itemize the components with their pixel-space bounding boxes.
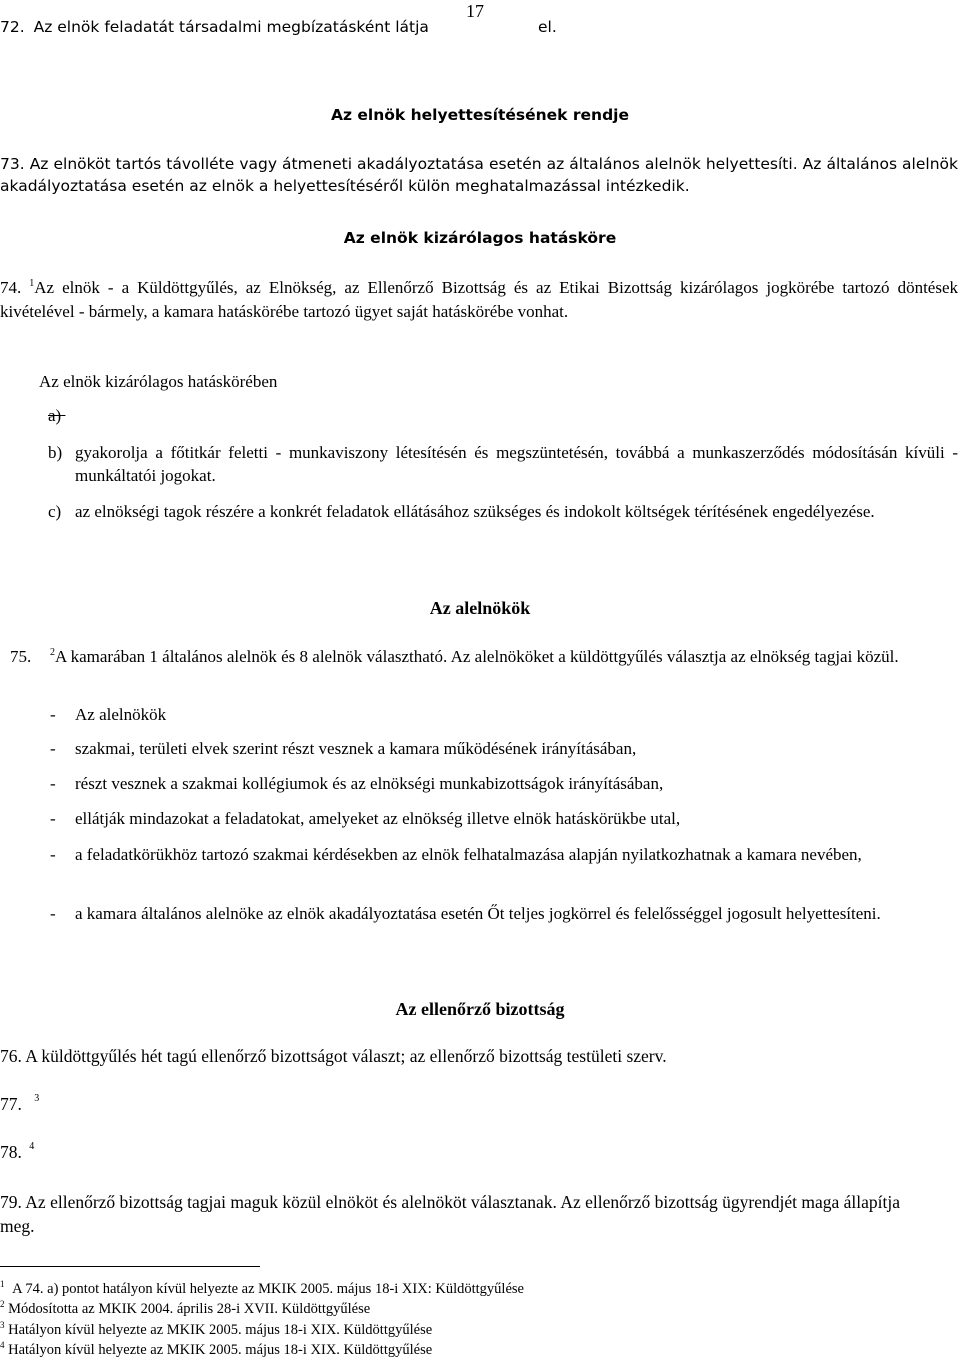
paragraph-79 <box>0 1190 900 1238</box>
list-item-a <box>48 405 65 427</box>
footnote-number: 4 <box>0 1340 5 1350</box>
dash-item-text: Az alelnökök <box>75 705 167 724</box>
list-item-text: gyakorolja a főtitkár feletti - munkaviszony létesítésén és megszüntetésén, továbbá a munkaszerződés módosításán kívüli - munkáltatói jogokat. <box>75 443 958 485</box>
paragraph-number: 79. <box>0 1192 22 1212</box>
page-number: 17 <box>466 1 484 21</box>
paragraph-text: Az elnököt tartós távolléte vagy átmeneti akadályoztatása esetén az általános alelnök helyettesíti. Az általános alelnök akadályoztatása esetén az elnök a helyettesítéséről külön meghatalmazással intézkedik. <box>0 155 958 195</box>
footnote-text: Hatályon kívül helyezte az MKIK 2005. május 18-i XIX. Küldöttgyűlése <box>8 1342 433 1358</box>
footnote-separator <box>0 1266 260 1267</box>
dash-item <box>50 808 958 830</box>
paragraph-number: 78. <box>0 1142 22 1162</box>
footnote <box>0 1280 524 1298</box>
dash-item <box>50 902 952 926</box>
paragraph-text: A küldöttgyűlés hét tagú ellenőrző bizottságot választ; az ellenőrző bizottság testületi szerv. <box>25 1046 667 1066</box>
paragraph-76 <box>0 1045 960 1067</box>
dash-item-text: ellátják mindazokat a feladatokat, amelyeket az elnökség illetve elnök hatáskörükbe utal, <box>75 809 681 828</box>
paragraph-number: 73. <box>0 155 25 173</box>
dash-item-text: a kamara általános alelnöke az elnök akadályoztatása esetén Őt teljes jogkörrel és felelősséggel jogosult helyettesíteni. <box>75 904 881 923</box>
footnote-text: Módosította az MKIK 2004. április 28-i XVII. Küldöttgyűlése <box>8 1301 371 1317</box>
dash-marker: - <box>50 705 56 724</box>
paragraph-74 <box>0 276 958 324</box>
paragraph-72 <box>0 16 960 38</box>
dash-marker: - <box>50 845 56 864</box>
footnote <box>0 1341 432 1359</box>
paragraph-text: Az elnök - a Küldöttgyűlés, az Elnökség, az Ellenőrző Bizottság és az Etikai Bizottság kizárólagos jogkörébe tartozó döntések kivételével - bármely, a kamara hatáskörébe tartozó ügyet saját hatáskörébe vonhat. <box>0 278 959 321</box>
footnote-ref: 2 <box>50 647 55 658</box>
dash-marker: - <box>50 774 56 793</box>
paragraph-73 <box>0 153 958 197</box>
footnote-ref: 1 <box>29 278 35 289</box>
paragraph-number: 76. <box>0 1046 22 1066</box>
dash-marker: - <box>50 904 56 923</box>
paragraph-number: 72. <box>0 18 25 36</box>
footnote <box>0 1300 370 1318</box>
dash-marker: - <box>50 739 56 758</box>
section-heading: Az alelnökök <box>429 598 531 618</box>
list-item-c <box>48 500 958 523</box>
paragraph-text: Az elnök feladatát társadalmi megbízatásként látja <box>33 18 429 36</box>
paragraph-78 <box>0 1141 34 1163</box>
section-heading: Az elnök kizárólagos hatásköre <box>343 229 617 247</box>
dash-item-text: részt vesznek a szakmai kollégiumok és az elnökségi munkabizottságok irányításában, <box>75 774 664 793</box>
footnote-ref: 3 <box>34 1093 40 1104</box>
footnote-text: Hatályon kívül helyezte az MKIK 2005. május 18-i XIX. Küldöttgyűlése <box>8 1322 433 1338</box>
footnote <box>0 1321 432 1339</box>
dash-item <box>50 773 958 795</box>
dash-item-text: szakmai, területi elvek szerint részt vesznek a kamara működésének irányításában, <box>75 739 637 758</box>
list-item-label: b) <box>48 443 63 462</box>
paragraph-number: 75. <box>10 647 32 666</box>
paragraph-text: Az ellenőrző bizottság tagjai maguk közül elnököt és alelnököt választanak. Az ellenőrző bizottság ügyrendjét maga állapítja meg. <box>0 1192 900 1236</box>
paragraph-text: A kamarában 1 általános alelnök és 8 alelnök választható. Az alelnököket a küldöttgyűlés választja az elnökség tagjai közül. <box>55 647 899 666</box>
paragraph-tail: el. <box>538 18 557 36</box>
dash-marker: - <box>50 809 56 828</box>
paragraph-75 <box>10 645 960 669</box>
dash-item <box>50 843 952 867</box>
dash-item <box>50 704 958 726</box>
list-item-text: az elnökségi tagok részére a konkrét feladatok ellátásához szükséges és indokolt költségek térítésének engedélyezése. <box>75 502 875 521</box>
paragraph-77 <box>0 1093 39 1115</box>
paragraph-number: 74. <box>0 278 22 297</box>
list-item-label: c) <box>48 502 62 521</box>
dash-item-text: a feladatkörükhöz tartozó szakmai kérdésekben az elnök felhatalmazása alapján nyilatkozhatnak a kamara nevében, <box>75 845 862 864</box>
section-heading: Az elnök helyettesítésének rendje <box>331 106 629 124</box>
section-heading: Az ellenőrző bizottság <box>395 999 565 1019</box>
footnote-number: 1 <box>0 1279 5 1289</box>
footnote-number: 3 <box>0 1320 5 1330</box>
list-intro: Az elnök kizárólagos hatáskörében <box>39 372 278 391</box>
dash-item <box>50 738 958 760</box>
footnote-number: 2 <box>0 1299 5 1309</box>
list-item-label: a) <box>48 406 62 425</box>
footnote-text: A 74. a) pontot hatályon kívül helyezte az MKIK 2005. május 18-i XIX: Küldöttgyűlése <box>12 1281 524 1297</box>
footnote-ref: 4 <box>29 1141 35 1152</box>
list-item-b <box>48 441 958 487</box>
paragraph-number: 77. <box>0 1094 22 1114</box>
